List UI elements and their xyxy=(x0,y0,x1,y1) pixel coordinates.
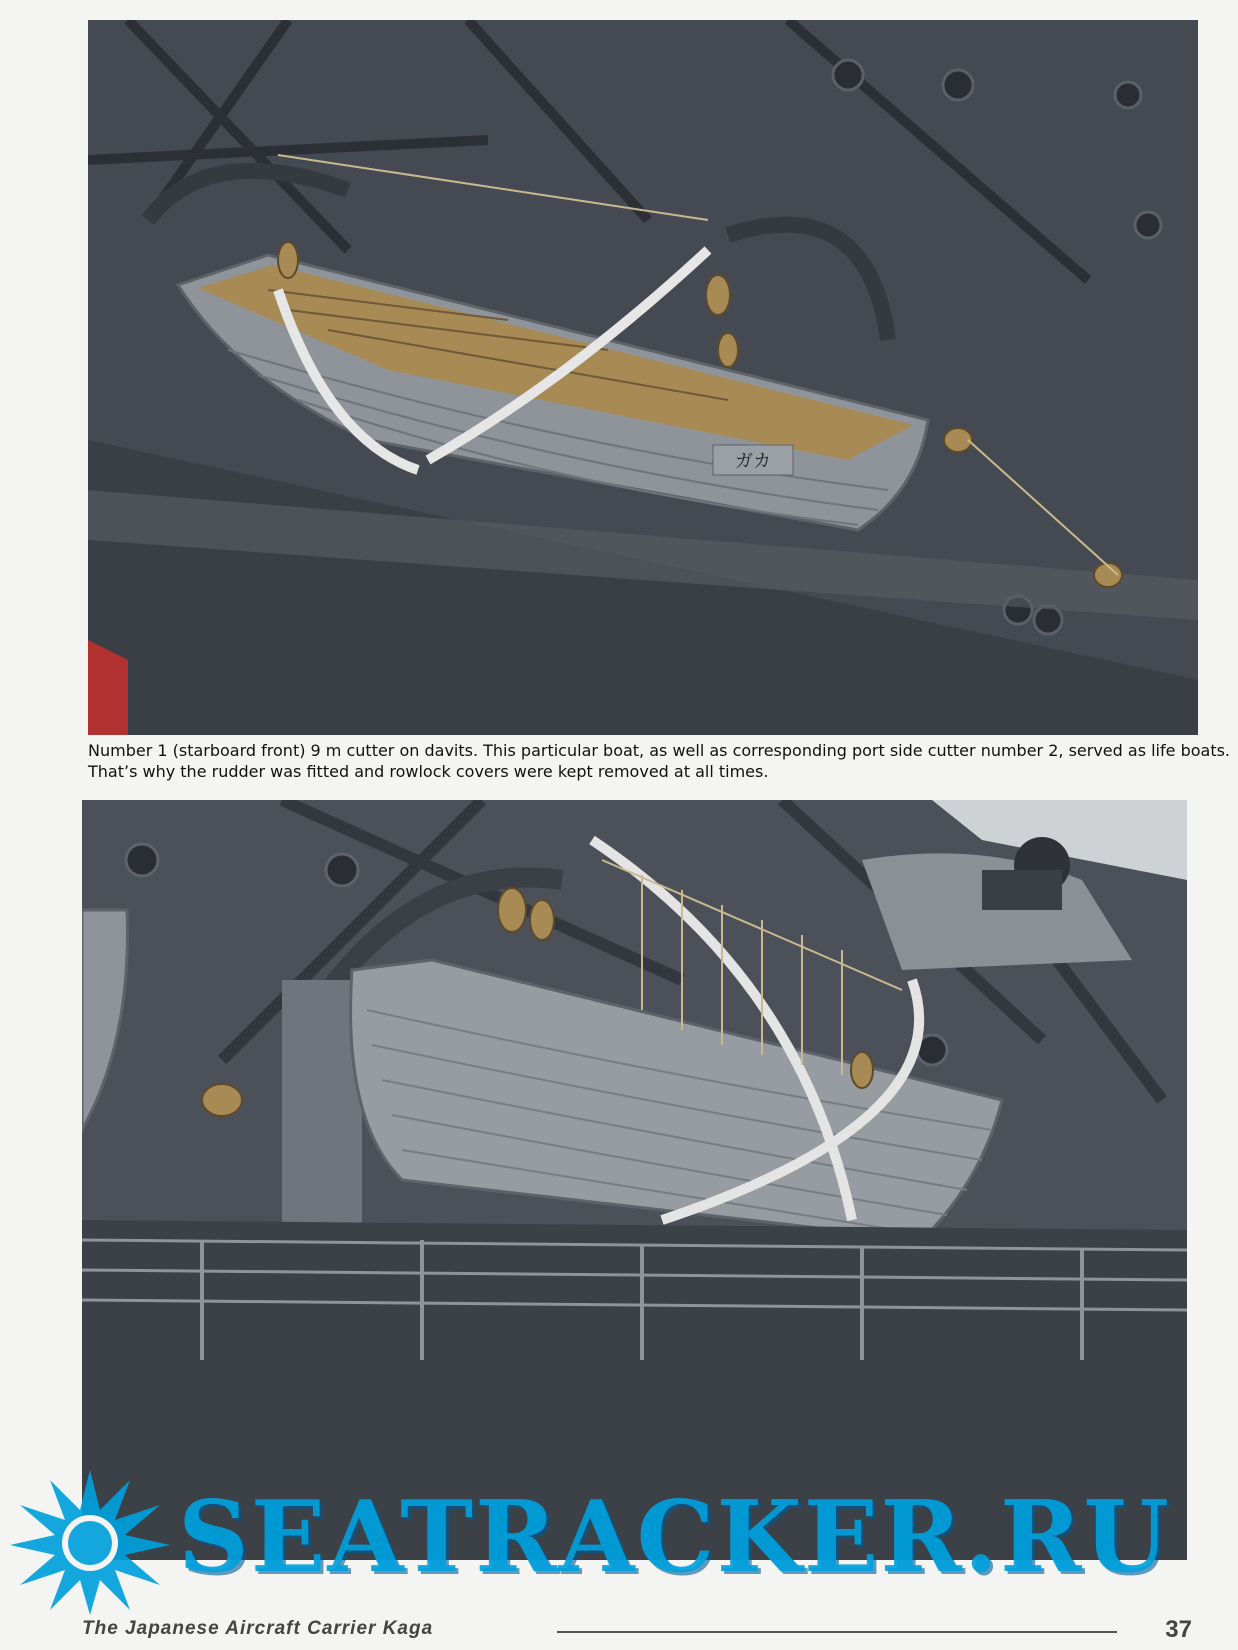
cutter-render-bottom-image xyxy=(82,800,1187,1560)
cutter-render-top-image xyxy=(88,20,1198,735)
publication-title: The Japanese Aircraft Carrier Kaga xyxy=(82,1618,434,1639)
page-number: 37 xyxy=(1165,1616,1192,1643)
caption-line-1: Number 1 (starboard front) 9 m cutter on davits. This particular boat, as well as corresponding port side cutter number 2, served as life boats. xyxy=(88,741,1231,760)
page-footer xyxy=(82,1618,1192,1644)
caption-line-2: That’s why the rudder was fitted and rowlock covers were kept removed at all times. xyxy=(88,762,769,781)
figure-caption xyxy=(88,740,1231,782)
footer-rule xyxy=(557,1631,1117,1633)
hull-marking: ガカ xyxy=(735,451,771,472)
watermark-text: SEATRACKER.RU xyxy=(178,1480,1171,1595)
